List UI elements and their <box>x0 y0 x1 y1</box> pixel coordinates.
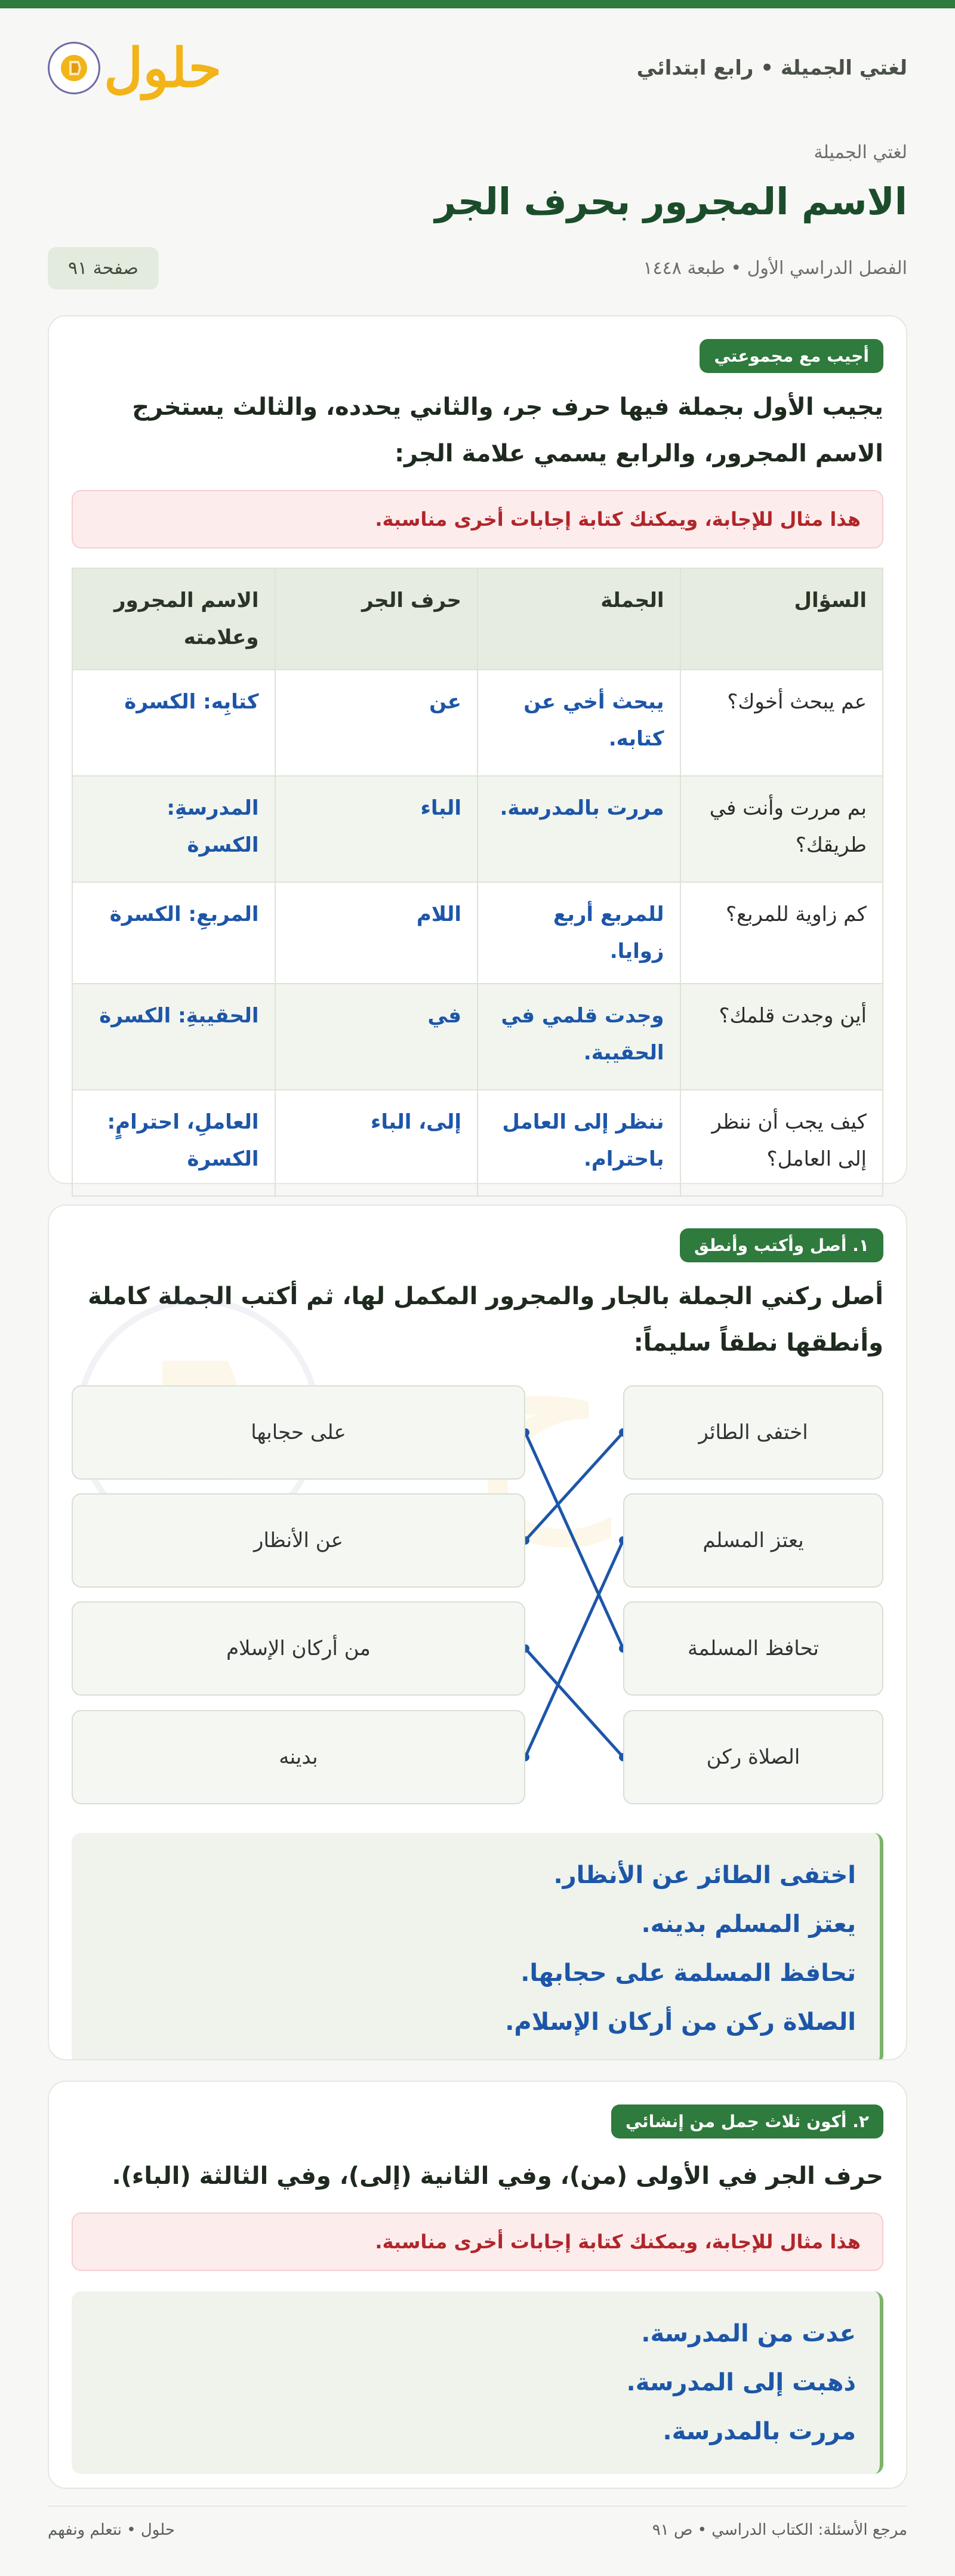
meta-row <box>48 247 907 289</box>
breadcrumb[interactable]: لغتي الجميلة • رابع ابتدائي <box>636 56 907 80</box>
cell-preposition: اللام <box>275 882 478 984</box>
column-header-preposition: حرف الجر <box>275 568 478 670</box>
site-logo[interactable] <box>48 36 222 100</box>
semester-meta: الفصل الدراسي الأول • طبعة ١٤٤٨ <box>643 258 907 279</box>
cell-preposition: إلى، الباء <box>275 1090 478 1196</box>
example-note: هذا مثال للإجابة، ويمكنك كتابة إجابات أخرى مناسبة. <box>72 2213 883 2271</box>
table-row <box>72 1090 883 1196</box>
question-text: يجيب الأول بجملة فيها حرف جر، والثاني يحدده، والثالث يستخرج الاسم المجرور، والرابع يسمي علامة الجر: <box>132 393 883 467</box>
match-item-right[interactable]: تحافظ المسلمة <box>623 1601 883 1696</box>
cell-question: كم زاوية للمربع؟ <box>680 882 883 984</box>
compose-sentences-card <box>48 2081 907 2489</box>
connector-lines <box>525 1432 623 1757</box>
table-row <box>72 670 883 776</box>
answer-table <box>72 568 883 1197</box>
cell-noun: الحقيبةِ: الكسرة <box>72 984 275 1090</box>
logo-emblem-icon <box>48 42 100 94</box>
page-footer <box>48 2521 907 2539</box>
table-row <box>72 776 883 882</box>
cell-question: أين وجدت قلمك؟ <box>680 984 883 1090</box>
logo-wordmark: حلول <box>104 36 222 100</box>
match-item-left[interactable]: بدينه <box>72 1710 525 1804</box>
cell-sentence: مررت بالمدرسة. <box>478 776 680 882</box>
connector-line <box>525 1540 623 1757</box>
svg-text:ح: ح <box>465 1281 612 1546</box>
group-answer-card <box>48 315 907 1184</box>
section-tag: أجيب مع مجموعتي <box>700 339 883 373</box>
cell-preposition: الباء <box>275 776 478 882</box>
cell-noun: المربعِ: الكسرة <box>72 882 275 984</box>
question-text: حرف الجر في الأولى (من)، وفي الثانية (إلى)، وفي الثالثة (الباء). <box>112 2162 883 2190</box>
cell-preposition: في <box>275 984 478 1090</box>
connector-line <box>525 1432 623 1648</box>
table-row <box>72 882 883 984</box>
connector-line <box>525 1432 623 1540</box>
footer-brand[interactable]: حلول • نتعلم ونفهم <box>48 2521 175 2539</box>
match-item-left[interactable]: من أركان الإسلام <box>72 1601 525 1696</box>
page-header <box>0 8 955 128</box>
cell-sentence: ننظر إلى العامل باحترام. <box>478 1090 680 1196</box>
cell-preposition: عن <box>275 670 478 776</box>
cell-question: عم يبحث أخوك؟ <box>680 670 883 776</box>
table-row <box>72 984 883 1090</box>
column-header-sentence: الجملة <box>478 568 680 670</box>
answer-line: ذهبت إلى المدرسة. <box>626 2369 856 2396</box>
page-title: الاسم المجرور بحرف الجر <box>435 180 907 223</box>
matching-exercise-card <box>48 1204 907 2060</box>
connector-line <box>525 1648 623 1757</box>
cell-question: بم مررت وأنت في طريقك؟ <box>680 776 883 882</box>
table-header-row <box>72 568 883 670</box>
cell-sentence: وجدت قلمي في الحقيبة. <box>478 984 680 1090</box>
subject-label: لغتي الجميلة <box>814 142 907 163</box>
top-accent-bar <box>0 0 955 8</box>
answer-line: الصلاة ركن من أركان الإسلام. <box>505 2008 856 2036</box>
example-note: هذا مثال للإجابة، ويمكنك كتابة إجابات أخرى مناسبة. <box>72 490 883 549</box>
match-item-right[interactable]: اختفى الطائر <box>623 1385 883 1480</box>
answer-line: يعتز المسلم بدينه. <box>641 1911 856 1938</box>
cell-sentence: للمربع أربع زوايا. <box>478 882 680 984</box>
matching-area <box>72 1384 883 1814</box>
match-item-left[interactable]: على حجابها <box>72 1385 525 1480</box>
answer-line: اختفى الطائر عن الأنظار. <box>553 1862 856 1889</box>
match-item-left[interactable]: عن الأنظار <box>72 1493 525 1588</box>
cell-sentence: يبحث أخي عن كتابه. <box>478 670 680 776</box>
cell-noun: كتابِه: الكسرة <box>72 670 275 776</box>
question-text: أصل ركني الجملة بالجار والمجرور المكمل لها، ثم أكتب الجملة كاملة وأنطقها نطقاً سليماً: <box>88 1283 883 1357</box>
cell-question: كيف يجب أن ننظر إلى العامل؟ <box>680 1090 883 1196</box>
cell-noun: المدرسةِ: الكسرة <box>72 776 275 882</box>
answer-box <box>72 2291 883 2474</box>
answer-line: تحافظ المسلمة على حجابها. <box>520 1959 856 1987</box>
cell-noun: العاملِ، احترامٍ: الكسرة <box>72 1090 275 1196</box>
footer-divider <box>48 2506 907 2507</box>
page-number-badge: صفحة ٩١ <box>48 247 159 289</box>
answer-line: مررت بالمدرسة. <box>663 2418 856 2445</box>
match-item-right[interactable]: الصلاة ركن <box>623 1710 883 1804</box>
column-header-noun: الاسم المجرور وعلامته <box>72 568 275 670</box>
footer-reference: مرجع الأسئلة: الكتاب الدراسي • ص ٩١ <box>652 2521 907 2539</box>
answer-line: عدت من المدرسة. <box>641 2320 856 2347</box>
match-item-right[interactable]: يعتز المسلم <box>623 1493 883 1588</box>
column-header-question: السؤال <box>680 568 883 670</box>
answer-box <box>72 1833 883 2060</box>
title-area <box>0 142 955 289</box>
section-tag: ٢. أكون ثلاث جمل من إنشائي <box>611 2104 883 2139</box>
section-tag: ١. أصل وأكتب وأنطق <box>680 1228 883 1262</box>
